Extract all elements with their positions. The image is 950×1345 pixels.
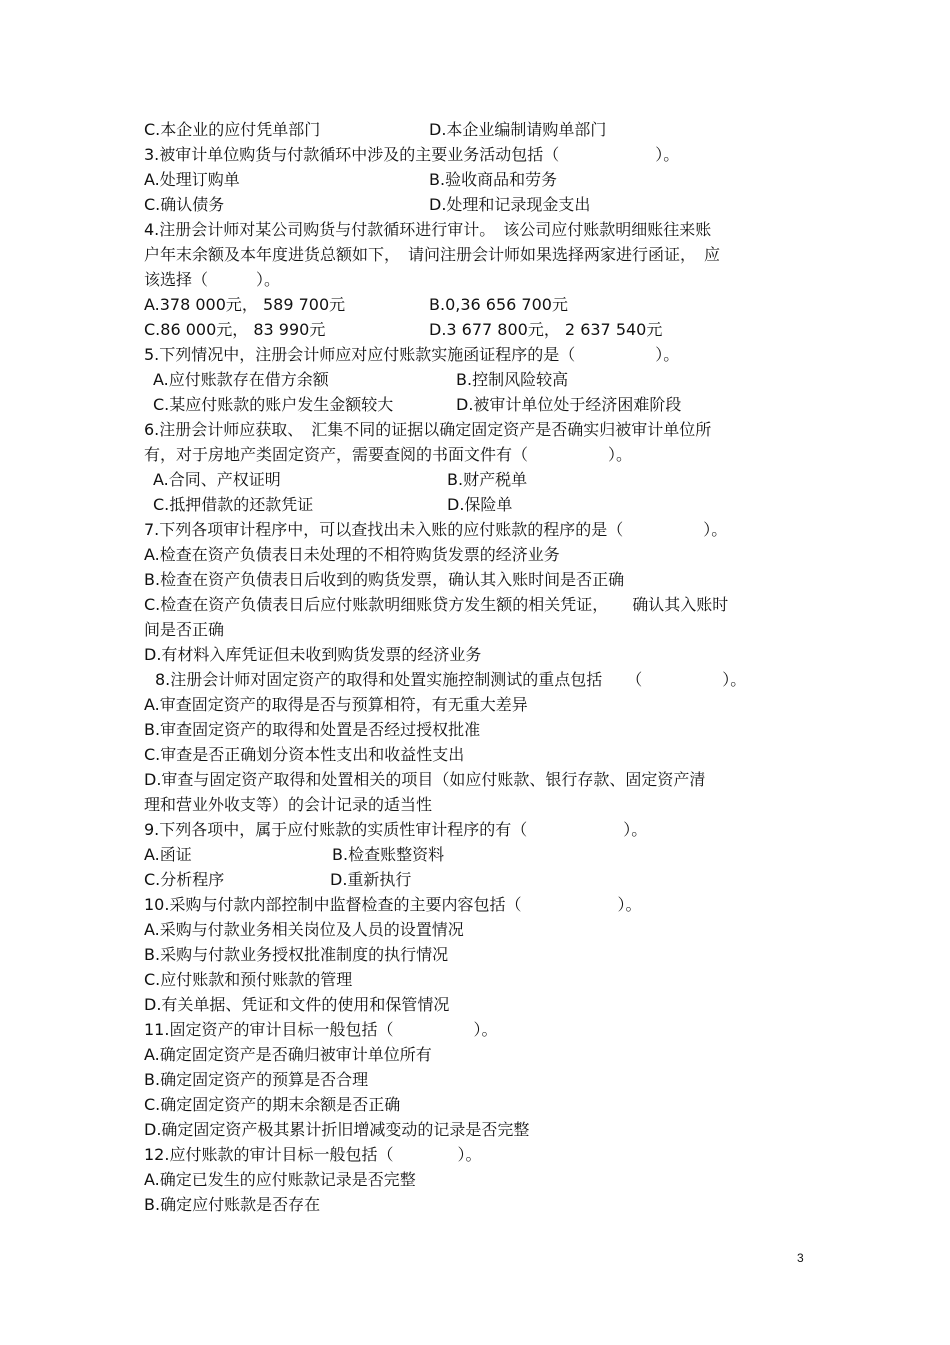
question-12: 12.应付账款的审计目标一般包括（ ）。 (144, 1145, 482, 1164)
option-d: D.保险单 (447, 495, 513, 514)
option-c: C.本企业的应付凭单部门 (144, 120, 321, 139)
option-a: A.采购与付款业务相关岗位及人员的设置情况 (144, 920, 464, 939)
question-9: 9.下列各项中，属于应付账款的实质性审计程序的有（ ）。 (144, 820, 648, 839)
question-5: 5.下列情况中，注册会计师应对应付账款实施函证程序的是（ ）。 (144, 345, 680, 364)
options-row (144, 192, 814, 217)
option-d-line-1: D.审查与固定资产取得和处置相关的项目（如应付账款、银行存款、固定资产清 (144, 770, 706, 789)
options-row (144, 367, 814, 392)
option-d: D.处理和记录现金支出 (429, 195, 591, 214)
option-c: C.某应付账款的账户发生金额较大 (153, 395, 394, 414)
option-d: D.有材料入库凭证但未收到购货发票的经济业务 (144, 645, 482, 664)
option-c: C.确定固定资产的期末余额是否正确 (144, 1095, 401, 1114)
option-b: B.0,36 656 700元 (429, 295, 568, 314)
options-row (144, 867, 814, 892)
options-row (144, 392, 814, 417)
question-8: 8.注册会计师对固定资产的取得和处置实施控制测试的重点包括 （ ）。 (155, 670, 747, 689)
option-c-line-1: C.检查在资产负债表日后应付账款明细账贷方发生额的相关凭证， 确认其入账时 (144, 595, 729, 614)
option-c: C.确认债务 (144, 195, 225, 214)
option-a: A.378 000元， 589 700元 (144, 295, 346, 314)
question-3: 3.被审计单位购货与付款循环中涉及的主要业务活动包括（ ）。 (144, 145, 680, 164)
options-row (144, 292, 814, 317)
option-a: A.应付账款存在借方余额 (153, 370, 329, 389)
option-a: A.确定已发生的应付账款记录是否完整 (144, 1170, 416, 1189)
options-row (144, 492, 814, 517)
option-b: B.验收商品和劳务 (429, 170, 558, 189)
question-4-line-1: 4.注册会计师对某公司购货与付款循环进行审计。 该公司应付账款明细账往来账 (144, 220, 712, 239)
option-d: D.本企业编制请购单部门 (429, 120, 607, 139)
option-b: B.采购与付款业务授权批准制度的执行情况 (144, 945, 449, 964)
option-b: B.控制风险较高 (456, 370, 569, 389)
option-b: B.确定固定资产的预算是否合理 (144, 1070, 369, 1089)
option-a: A.检查在资产负债表日未处理的不相符购货发票的经济业务 (144, 545, 560, 564)
question-7: 7.下列各项审计程序中，可以查找出未入账的应付账款的程序的是（ ）。 (144, 520, 728, 539)
option-c: C.分析程序 (144, 870, 225, 889)
question-list (144, 117, 814, 1217)
option-b: B.确定应付账款是否存在 (144, 1195, 321, 1214)
question-4-line-2: 户年末余额及本年度进货总额如下， 请问注册会计师如果选择两家进行函证， 应 (144, 245, 721, 264)
option-c: C.应付账款和预付账款的管理 (144, 970, 353, 989)
question-4-line-3: 该选择（ ）。 (144, 270, 281, 289)
option-c: C.审查是否正确划分资本性支出和收益性支出 (144, 745, 465, 764)
options-row (144, 167, 814, 192)
option-a: A.合同、产权证明 (153, 470, 281, 489)
question-6-line-2: 有，对于房地产类固定资产，需要查阅的书面文件有（ ）。 (144, 445, 633, 464)
option-b: B.财产税单 (447, 470, 528, 489)
option-b: B.审查固定资产的取得和处置是否经过授权批准 (144, 720, 481, 739)
option-d: D.确定固定资产极其累计折旧增减变动的记录是否完整 (144, 1120, 530, 1139)
option-c: C.抵押借款的还款凭证 (153, 495, 314, 514)
options-row (144, 842, 814, 867)
option-c: C.86 000元， 83 990元 (144, 320, 326, 339)
option-a: A.处理订购单 (144, 170, 240, 189)
option-d: D.重新执行 (330, 870, 412, 889)
options-row (144, 467, 814, 492)
option-d-line-2: 理和营业外收支等）的会计记录的适当性 (144, 795, 433, 814)
option-a: A.函证 (144, 845, 192, 864)
option-b: B.检查账整资料 (332, 845, 445, 864)
option-b: B.检查在资产负债表日后收到的购货发票，确认其入账时间是否正确 (144, 570, 625, 589)
option-a: A.审查固定资产的取得是否与预算相符，有无重大差异 (144, 695, 528, 714)
option-a: A.确定固定资产是否确归被审计单位所有 (144, 1045, 432, 1064)
option-d: D.3 677 800元， 2 637 540元 (429, 320, 663, 339)
question-11: 11.固定资产的审计目标一般包括（ ）。 (144, 1020, 498, 1039)
option-d: D.有关单据、凭证和文件的使用和保管情况 (144, 995, 450, 1014)
page-number: 3 (797, 1251, 804, 1265)
option-c-line-2: 间是否正确 (144, 620, 225, 639)
options-row (144, 317, 814, 342)
question-6-line-1: 6.注册会计师应获取、 汇集不同的证据以确定固定资产是否确实归被审计单位所 (144, 420, 712, 439)
option-d: D.被审计单位处于经济困难阶段 (456, 395, 682, 414)
question-10: 10.采购与付款内部控制中监督检查的主要内容包括（ ）。 (144, 895, 642, 914)
options-row (144, 117, 814, 142)
